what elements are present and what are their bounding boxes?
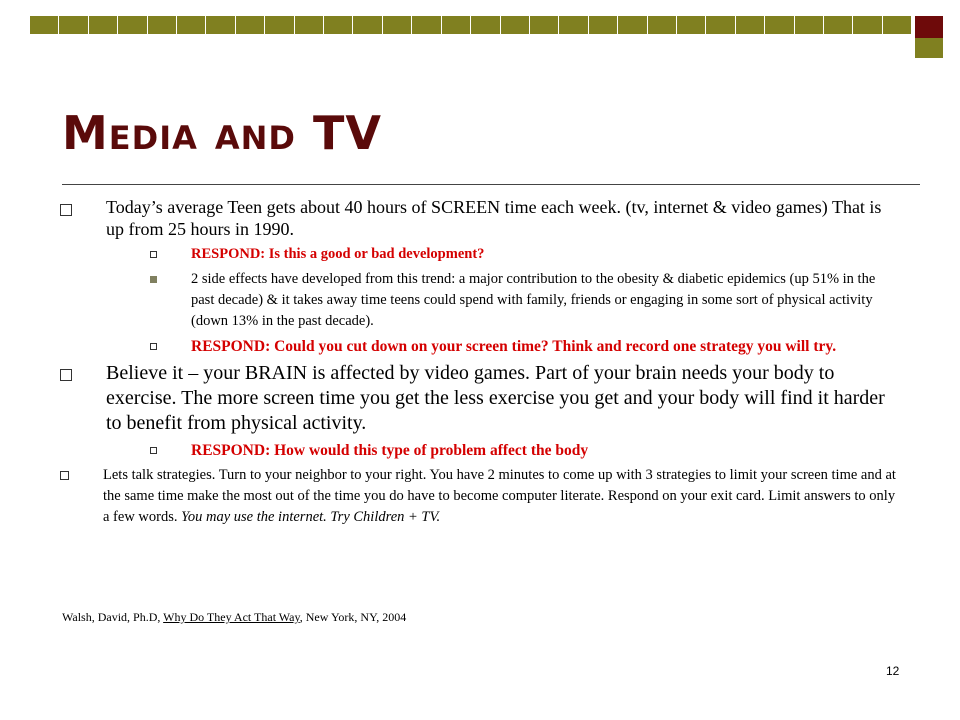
decor-seg <box>853 34 882 52</box>
decor-seg <box>471 16 500 34</box>
sub-bullet-item <box>150 244 900 265</box>
decor-seg <box>471 34 500 52</box>
decor-seg <box>442 16 471 34</box>
respond-text: RESPOND: How would this type of problem affect the body <box>191 442 589 459</box>
decor-seg <box>589 16 618 34</box>
decor-seg <box>295 16 324 34</box>
decor-seg <box>559 34 588 52</box>
decor-seg <box>883 16 912 34</box>
square-bullet-icon <box>150 447 157 454</box>
title-divider <box>62 184 920 185</box>
decor-seg <box>648 16 677 34</box>
decor-seg <box>618 16 647 34</box>
decor-seg <box>89 34 118 52</box>
decor-seg <box>883 34 912 52</box>
decor-seg <box>442 34 471 52</box>
decor-seg <box>795 16 824 34</box>
sub-bullet-item <box>150 336 900 357</box>
decor-seg <box>265 34 294 52</box>
decor-seg <box>353 34 382 52</box>
decor-seg <box>324 16 353 34</box>
decor-corner-top <box>915 16 943 38</box>
decor-seg <box>148 34 177 52</box>
decor-corner-bottom <box>915 38 943 58</box>
decor-seg <box>265 16 294 34</box>
decor-seg <box>30 16 59 34</box>
bullet-text: 2 side effects have developed from this trend: a major contribution to the obesity & diabetic epidemics (up 51% in the past decade) & it takes away time teens could spend with family, friends or engaging in some sort of physical activity (down 13% in the past decade). <box>191 271 876 329</box>
decor-seg <box>177 34 206 52</box>
decor-seg <box>353 16 382 34</box>
decor-seg <box>30 34 59 52</box>
strategy-text: Lets talk strategies. Turn to your neighbor to your right. You have 2 minutes to come up with 3 strategies to limit your screen time and at the same time make the most out of the time you do have to become computer literate. Respond on your exit card. Limit answers to only a few words. <box>103 467 896 525</box>
citation-suffix: , New York, NY, 2004 <box>299 610 407 624</box>
decor-row-1 <box>30 16 912 34</box>
square-bullet-icon <box>150 251 157 258</box>
decor-seg <box>824 34 853 52</box>
decor-seg <box>501 16 530 34</box>
decor-seg <box>677 16 706 34</box>
sub-bullet-item <box>150 440 900 461</box>
square-bullet-icon <box>150 343 157 350</box>
citation-prefix: Walsh, David, Ph.D, <box>62 610 164 624</box>
respond-text: RESPOND: Is this a good or bad development? <box>191 246 485 262</box>
decor-seg <box>677 34 706 52</box>
bullet-text <box>103 465 900 528</box>
decor-seg <box>530 16 559 34</box>
decor-seg <box>412 34 441 52</box>
decor-seg <box>236 16 265 34</box>
decor-seg <box>206 34 235 52</box>
decor-seg <box>501 34 530 52</box>
bullet-item <box>60 361 900 436</box>
square-bullet-icon <box>60 471 69 480</box>
page-number: 12 <box>886 664 900 678</box>
decor-seg <box>648 34 677 52</box>
decor-seg <box>89 16 118 34</box>
bullet-item <box>60 465 900 528</box>
decor-seg <box>530 34 559 52</box>
slide-content <box>60 196 900 532</box>
decor-seg <box>736 34 765 52</box>
decor-seg <box>706 16 735 34</box>
decor-seg <box>589 34 618 52</box>
sub-bullet-item <box>150 269 900 332</box>
citation-book-title: Why Do They Act That Way <box>163 610 300 624</box>
decor-seg <box>706 34 735 52</box>
decor-seg <box>118 16 147 34</box>
slide-title: Media and TV <box>62 106 382 160</box>
decor-seg <box>206 16 235 34</box>
strategy-italic-text: You may use the internet. Try Children + TV. <box>181 509 441 525</box>
decor-seg <box>383 34 412 52</box>
decor-seg <box>59 16 88 34</box>
decor-seg <box>118 34 147 52</box>
bullet-text: Believe it – your BRAIN is affected by video games. Part of your brain needs your body to exercise. The more screen time you get the less exercise you get and your body will find it harder to benefit from physical activity. <box>106 362 885 434</box>
decor-seg <box>736 16 765 34</box>
decor-seg <box>236 34 265 52</box>
decor-seg <box>324 34 353 52</box>
filled-square-bullet-icon <box>150 276 157 283</box>
bullet-text: Today’s average Teen gets about 40 hours of SCREEN time each week. (tv, internet & video games) That is up from 25 hours in 1990. <box>106 197 882 239</box>
decor-seg <box>148 16 177 34</box>
square-bullet-icon <box>60 204 72 216</box>
decor-seg <box>824 16 853 34</box>
bullet-item <box>60 196 900 240</box>
decor-seg <box>765 34 794 52</box>
decor-seg <box>59 34 88 52</box>
respond-text: RESPOND: Could you cut down on your screen time? Think and record one strategy you will try. <box>191 338 837 355</box>
decor-row-2 <box>30 34 912 52</box>
decor-seg <box>177 16 206 34</box>
square-bullet-icon <box>60 369 72 381</box>
decor-seg <box>618 34 647 52</box>
citation <box>62 610 406 625</box>
decor-seg <box>383 16 412 34</box>
decor-seg <box>295 34 324 52</box>
decor-seg <box>765 16 794 34</box>
decor-seg <box>559 16 588 34</box>
decor-seg <box>795 34 824 52</box>
decor-seg <box>412 16 441 34</box>
decor-seg <box>853 16 882 34</box>
